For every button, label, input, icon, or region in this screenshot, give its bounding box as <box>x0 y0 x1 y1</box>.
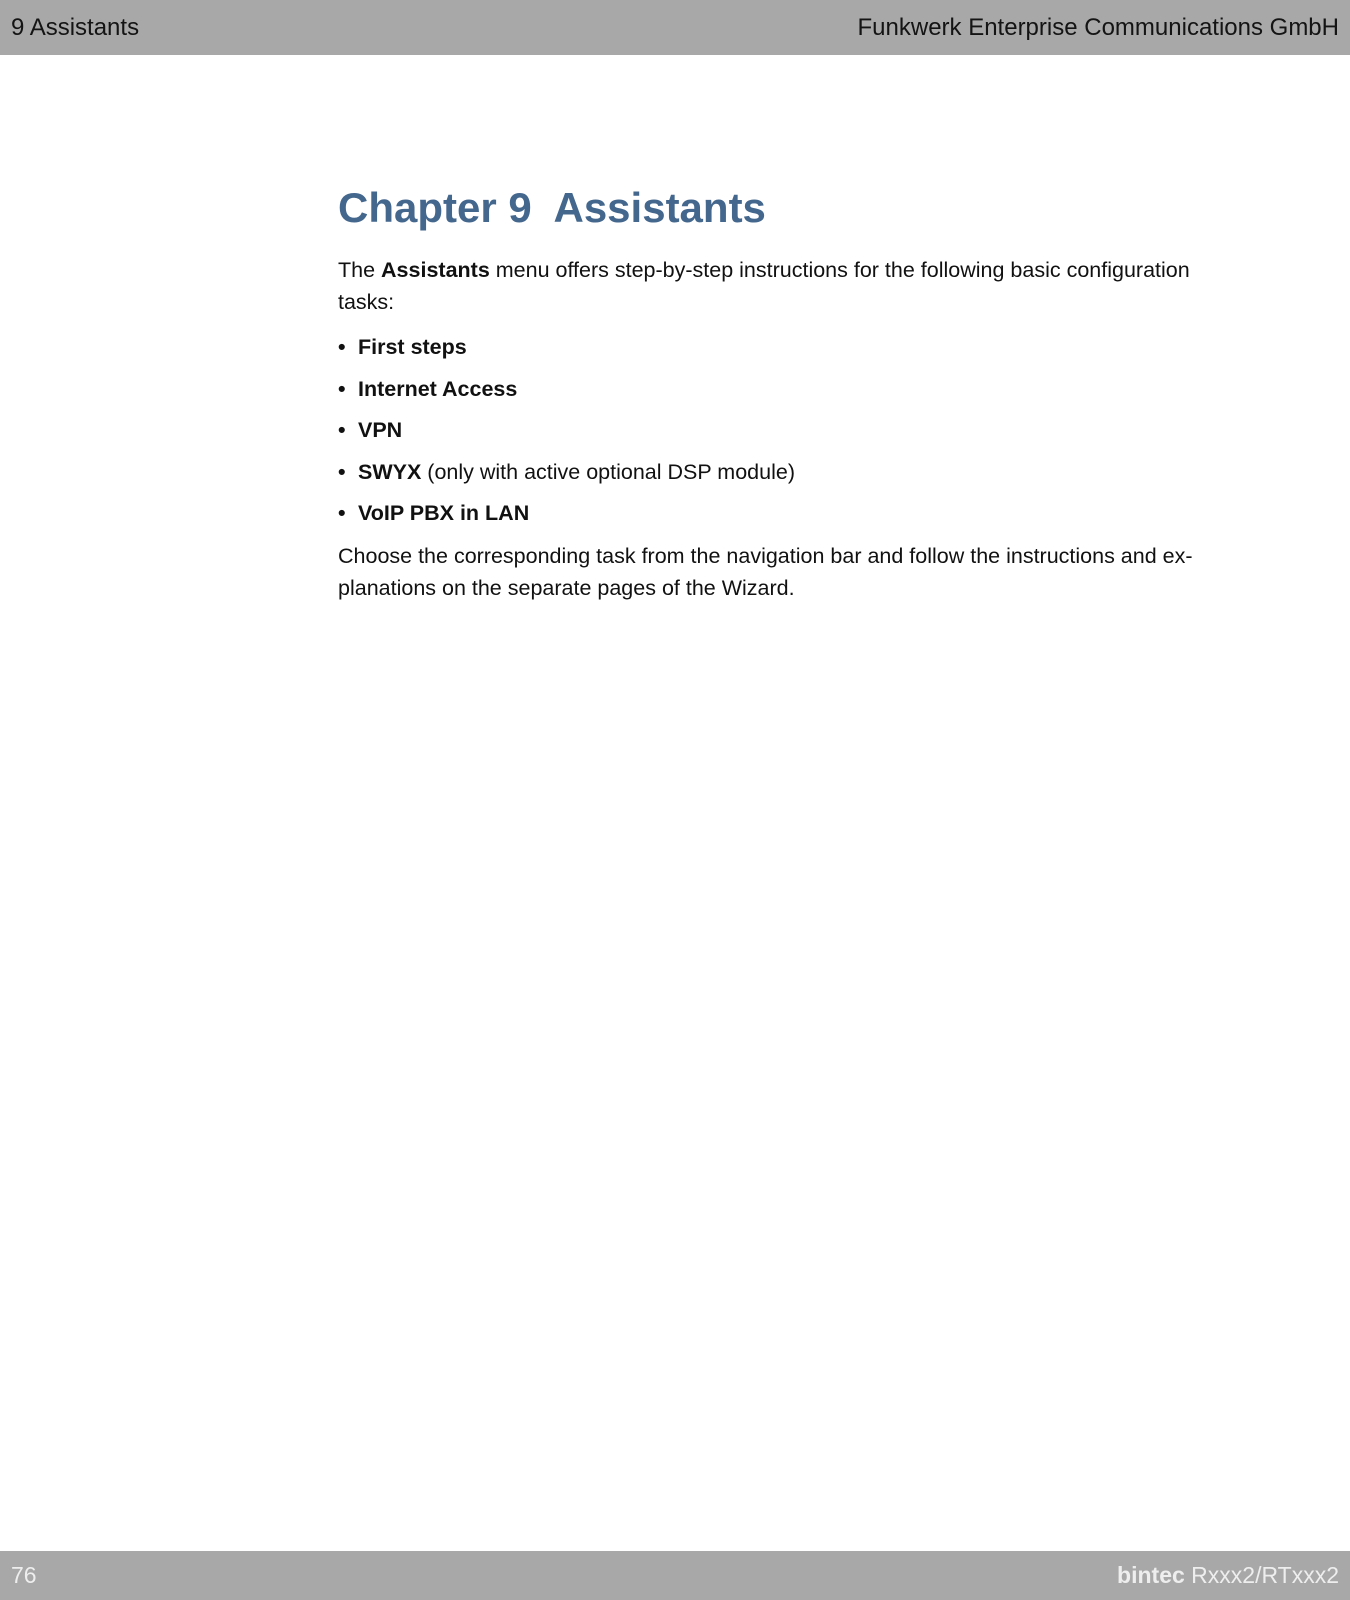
page-header <box>0 0 1350 55</box>
list-item-label: VoIP PBX in LAN <box>358 501 530 525</box>
list-item <box>338 374 1238 404</box>
intro-text-before: The <box>338 258 382 282</box>
footer-product-name <box>1117 1562 1339 1589</box>
list-item-label: Internet Access <box>358 376 518 401</box>
list-item <box>338 415 1238 445</box>
list-item-label: SWYX <box>358 459 422 484</box>
list-item <box>338 498 1238 528</box>
closing-paragraph: Choose the corresponding task from the navigation bar and follow the instructions and ex-planations on the separate pages of the Wizard. <box>338 543 1193 600</box>
footer-brand: bintec <box>1117 1562 1185 1588</box>
intro-paragraph <box>338 254 1238 318</box>
list-item-note: (only with active optional DSP module) <box>421 459 795 484</box>
list-item-text <box>358 374 517 404</box>
chapter-title: Chapter 9 Assistants <box>338 184 766 231</box>
bullet-icon: • <box>338 376 346 401</box>
list-item-text <box>358 415 402 445</box>
bullet-icon: • <box>338 335 346 359</box>
page-content <box>338 180 1238 604</box>
bullet-icon: • <box>338 501 346 525</box>
page-footer <box>0 1551 1350 1600</box>
header-company-name: Funkwerk Enterprise Communications GmbH <box>857 13 1339 41</box>
bullet-icon: • <box>338 418 346 442</box>
list-item-text <box>358 457 795 487</box>
footer-model: Rxxx2/RTxxx2 <box>1184 1562 1339 1588</box>
page-number: 76 <box>11 1562 37 1588</box>
list-item-label: VPN <box>358 418 403 442</box>
list-item-label: First steps <box>358 335 467 359</box>
intro-bold-term: Assistants <box>381 258 490 282</box>
list-item-text <box>358 332 467 362</box>
intro-text-after: menu offers step-by-step instructions for the following basic configuration tasks: <box>338 258 1190 314</box>
header-section-title: 9 Assistants <box>11 13 140 41</box>
list-item-text <box>358 498 529 528</box>
list-item <box>338 332 1238 362</box>
bullet-icon: • <box>338 459 346 484</box>
task-list <box>338 332 1238 528</box>
list-item <box>338 457 1238 487</box>
